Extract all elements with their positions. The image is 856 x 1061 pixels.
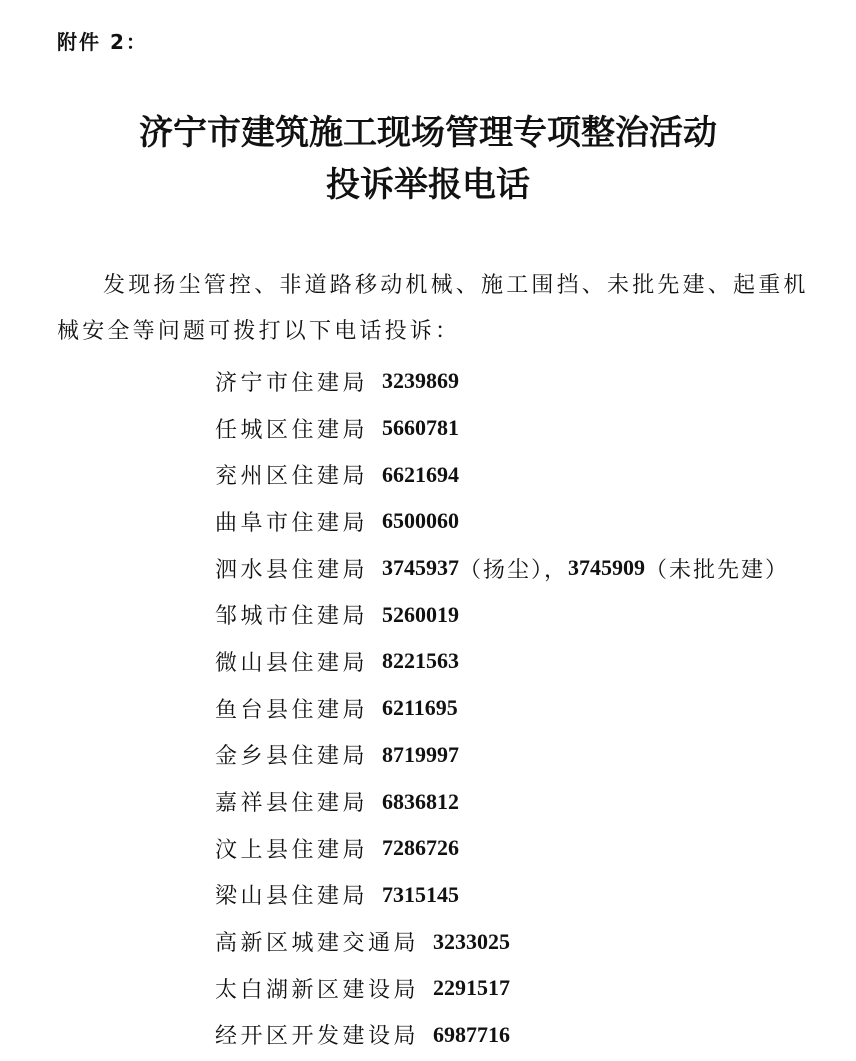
contact-row <box>215 638 789 685</box>
phone-number: 5660781 <box>382 415 460 441</box>
contact-row <box>215 358 789 405</box>
contact-row <box>215 591 789 638</box>
phone-number: 6500060 <box>382 508 460 534</box>
contact-row <box>215 451 789 498</box>
phone-number: 6987716 <box>433 1021 511 1047</box>
contact-row <box>215 1012 789 1059</box>
agency-name: 微山县住建局 <box>215 650 369 676</box>
phone-number-secondary: 3745909 <box>568 555 646 581</box>
agency-name: 汶上县住建局 <box>215 837 369 863</box>
agency-name: 兖州区住建局 <box>215 464 369 490</box>
contact-list <box>215 358 789 1058</box>
phone-number: 5260019 <box>382 601 460 627</box>
phone-number: 6211695 <box>382 695 458 721</box>
agency-name: 嘉祥县住建局 <box>215 791 369 817</box>
phone-number: 3239869 <box>382 368 460 394</box>
phone-number: 8719997 <box>382 741 460 767</box>
agency-name: 邹城市住建局 <box>215 604 369 630</box>
contact-row <box>215 778 789 825</box>
contact-row <box>215 825 789 872</box>
phone-note-dust: （扬尘）， <box>459 557 569 583</box>
phone-number: 6621694 <box>382 461 460 487</box>
agency-name: 高新区城建交通局 <box>215 931 420 957</box>
contact-row <box>215 685 789 732</box>
phone-number: 3233025 <box>433 928 511 954</box>
phone-number: 7315145 <box>382 881 460 907</box>
agency-name: 泗水县住建局 <box>215 557 369 583</box>
contact-row <box>215 405 789 452</box>
phone-number: 7286726 <box>382 835 460 861</box>
document-title-line-1: 济宁市建筑施工现场管理专项整治活动 <box>139 113 717 153</box>
phone-number: 8221563 <box>382 648 460 674</box>
phone-number: 2291517 <box>433 975 511 1001</box>
agency-name: 金乡县住建局 <box>215 744 369 770</box>
phone-number: 3745937 <box>382 555 460 581</box>
attachment-label: 附件 2： <box>57 30 148 54</box>
contact-row <box>215 545 789 592</box>
contact-row <box>215 498 789 545</box>
contact-row <box>215 732 789 779</box>
phone-number: 6836812 <box>382 788 460 814</box>
phone-note-unapproved: （未批先建） <box>645 557 790 583</box>
contact-row <box>215 918 789 965</box>
agency-name: 梁山县住建局 <box>215 884 369 910</box>
contact-row <box>215 872 789 919</box>
agency-name: 经开区开发建设局 <box>215 1024 420 1050</box>
agency-name: 鱼台县住建局 <box>215 697 369 723</box>
agency-name: 曲阜市住建局 <box>215 510 369 536</box>
agency-name: 任城区住建局 <box>215 417 369 443</box>
intro-paragraph: 发现扬尘管控、非道路移动机械、施工围挡、未批先建、起重机械安全等问题可拨打以下电话投诉： <box>57 273 809 344</box>
document-title-line-2: 投诉举报电话 <box>326 165 530 205</box>
agency-name: 济宁市住建局 <box>215 370 369 396</box>
contact-row <box>215 965 789 1012</box>
agency-name: 太白湖新区建设局 <box>215 977 420 1003</box>
